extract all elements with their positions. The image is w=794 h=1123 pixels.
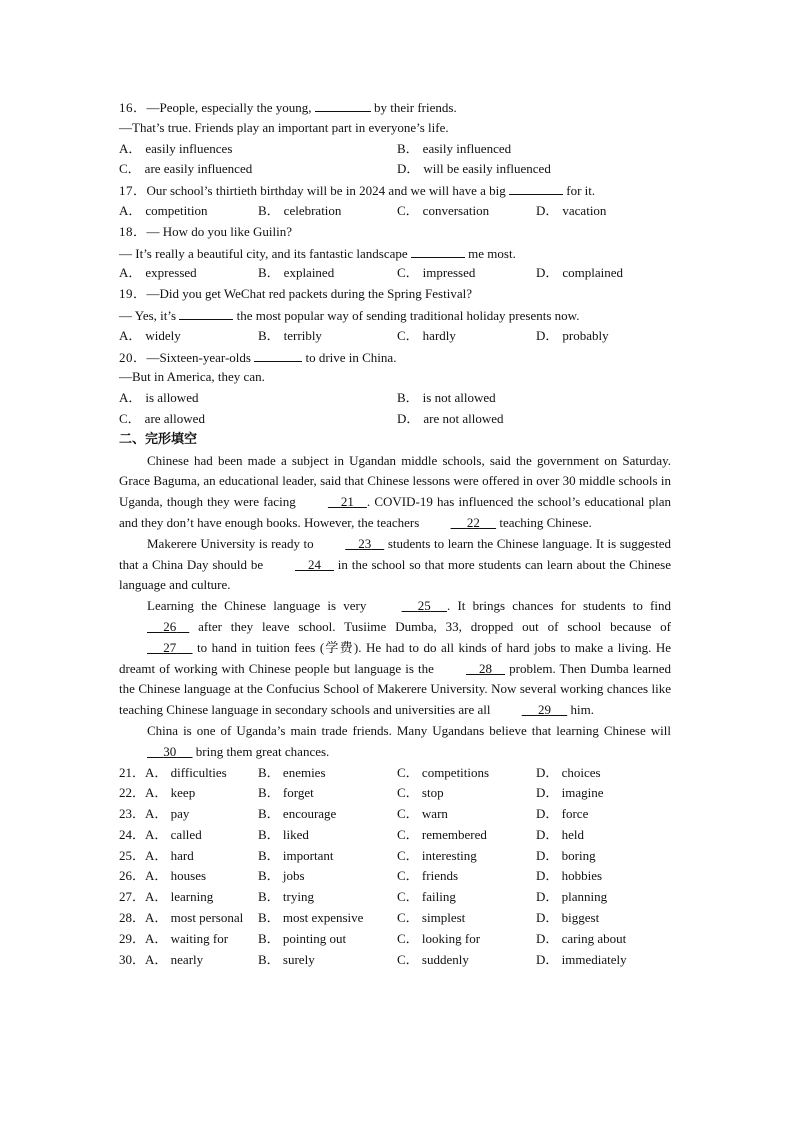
answer-blank bbox=[411, 243, 465, 258]
option-a[interactable]: A． expressed bbox=[119, 265, 197, 281]
option-b[interactable]: B． enemies bbox=[258, 764, 326, 780]
cloze-blank-23: 23 bbox=[358, 535, 372, 551]
cloze-blank-24: 24 bbox=[307, 556, 321, 572]
option-c[interactable]: C． competitions bbox=[397, 764, 490, 780]
answer-blank bbox=[315, 97, 371, 112]
option-a[interactable]: 24．A． called bbox=[119, 826, 202, 842]
answer-blank bbox=[254, 347, 302, 362]
cloze-blank-27: 27 bbox=[163, 639, 177, 655]
option-b[interactable]: B． liked bbox=[258, 826, 309, 842]
question-16-options-row2 bbox=[119, 159, 671, 180]
cloze-options-23 bbox=[119, 804, 671, 825]
option-a[interactable]: 21．A． difficulties bbox=[119, 764, 227, 780]
cloze-options-list bbox=[119, 763, 671, 971]
option-d[interactable]: D． choices bbox=[536, 764, 601, 780]
option-d[interactable]: D． biggest bbox=[536, 910, 600, 926]
exam-page bbox=[119, 97, 671, 970]
option-b[interactable]: B． trying bbox=[258, 889, 314, 905]
question-16-options-row1 bbox=[119, 139, 671, 160]
option-a[interactable]: A． easily influences bbox=[119, 140, 233, 156]
cloze-blank-28: 28 bbox=[479, 660, 493, 676]
option-d[interactable]: D． imagine bbox=[536, 785, 604, 801]
option-c[interactable]: C． interesting bbox=[397, 847, 477, 863]
option-a[interactable]: 26．A． houses bbox=[119, 868, 207, 884]
option-b[interactable]: B． is not allowed bbox=[397, 390, 496, 406]
option-d[interactable]: D． caring about bbox=[536, 930, 627, 946]
option-d[interactable]: D． force bbox=[536, 806, 589, 822]
question-17-stem: 17．Our school’s thirtieth birthday will be in 2024 and we will have a big for it. bbox=[119, 180, 671, 201]
question-18-reply: — It’s really a beautiful city, and its fantastic landscape me most. bbox=[119, 243, 671, 264]
cloze-options-26 bbox=[119, 866, 671, 887]
option-c[interactable]: C． are allowed bbox=[119, 410, 205, 426]
option-b[interactable]: B． celebration bbox=[258, 202, 342, 218]
option-d[interactable]: D． complained bbox=[536, 265, 624, 281]
option-b[interactable]: B． pointing out bbox=[258, 930, 347, 946]
option-b[interactable]: B． encourage bbox=[258, 806, 337, 822]
cloze-blank-22: 22 bbox=[466, 514, 480, 530]
question-19-stem: 19．—Did you get WeChat red packets during the Spring Festival? bbox=[119, 286, 472, 302]
option-b[interactable]: B． forget bbox=[258, 785, 314, 801]
cloze-options-24 bbox=[119, 825, 671, 846]
section-heading-cloze: 二、完形填空 bbox=[119, 431, 198, 447]
cloze-options-21 bbox=[119, 763, 671, 784]
option-c[interactable]: C． remembered bbox=[397, 826, 487, 842]
option-c[interactable]: C． warn bbox=[397, 806, 448, 822]
option-c[interactable]: C． are easily influenced bbox=[119, 161, 253, 177]
question-16-reply: —That’s true. Friends play an important part in everyone’s life. bbox=[119, 119, 449, 135]
option-d[interactable]: D． boring bbox=[536, 847, 596, 863]
cloze-blank-29: 29 bbox=[537, 702, 551, 718]
option-b[interactable]: B． terribly bbox=[258, 327, 322, 343]
question-19-reply: — Yes, it’s the most popular way of sending traditional holiday presents now. bbox=[119, 305, 671, 326]
question-20-reply: —But in America, they can. bbox=[119, 369, 265, 385]
cloze-paragraph-2: Makerere University is ready to 23 students to learn the Chinese language. It is suggested that a China Day should be 24 in the school so that more students can learn about the Chinese language and culture. bbox=[119, 535, 671, 593]
option-b[interactable]: B． explained bbox=[258, 265, 335, 281]
option-c[interactable]: C． suddenly bbox=[397, 951, 469, 967]
option-c[interactable]: C． looking for bbox=[397, 930, 481, 946]
option-a[interactable]: A． is allowed bbox=[119, 390, 199, 406]
question-17-options bbox=[119, 201, 671, 222]
option-d[interactable]: D． vacation bbox=[536, 202, 607, 218]
option-d[interactable]: D． immediately bbox=[536, 951, 627, 967]
option-c[interactable]: C． conversation bbox=[397, 202, 490, 218]
answer-blank bbox=[509, 180, 563, 195]
cloze-paragraph-3: Learning the Chinese language is very 25 . It brings chances for students to find 26 after they leave school. Tusiime Dumba, 33, dropped out of school because of 27 to hand in tuition fees (学费). He had to do all kinds of hard jobs to make a living. He dreamt of working with Chinese people but language is the 28 problem. Then Dumba learned the Chinese language at the Confucius School of Makerere University. Now several working chances like teaching Chinese language in secondary schools and universities are all 29 him. bbox=[119, 596, 671, 721]
option-c[interactable]: C． simplest bbox=[397, 910, 466, 926]
option-a[interactable]: 27．A． learning bbox=[119, 889, 214, 905]
option-a[interactable]: 25．A． hard bbox=[119, 847, 194, 863]
option-b[interactable]: B． easily influenced bbox=[397, 140, 512, 156]
cloze-blank-30: 30 bbox=[163, 743, 177, 759]
cloze-options-27 bbox=[119, 887, 671, 908]
option-c[interactable]: C． friends bbox=[397, 868, 459, 884]
option-c[interactable]: C． stop bbox=[397, 785, 444, 801]
question-18-stem: 18．— How do you like Guilin? bbox=[119, 223, 293, 239]
cloze-blank-25: 25 bbox=[417, 598, 431, 614]
option-b[interactable]: B． important bbox=[258, 847, 334, 863]
question-20-options-row1 bbox=[119, 388, 671, 409]
question-18-options bbox=[119, 263, 671, 284]
option-a[interactable]: 29．A． waiting for bbox=[119, 930, 229, 946]
option-d[interactable]: D． will be easily influenced bbox=[397, 161, 551, 177]
option-c[interactable]: C． hardly bbox=[397, 327, 456, 343]
option-a[interactable]: 23．A． pay bbox=[119, 806, 190, 822]
option-c[interactable]: C． failing bbox=[397, 889, 456, 905]
option-a[interactable]: A． widely bbox=[119, 327, 181, 343]
question-20-stem: 20．—Sixteen-year-olds to drive in China. bbox=[119, 347, 671, 368]
question-20-options-row2 bbox=[119, 409, 671, 430]
option-b[interactable]: B． jobs bbox=[258, 868, 305, 884]
cloze-paragraph-1: Chinese had been made a subject in Ugandan middle schools, said the government on Saturday. Grace Baguma, an educational leader, said that Chinese lessons were offered in over 30 middle schools in Uganda, though they were facing 21 . COVID-19 has influenced the school’s educational plan and they don’t have enough books. However, the teachers 22 teaching Chinese. bbox=[119, 451, 671, 534]
option-c[interactable]: C． impressed bbox=[397, 265, 476, 281]
cloze-options-29 bbox=[119, 929, 671, 950]
option-d[interactable]: D． hobbies bbox=[536, 868, 603, 884]
answer-blank bbox=[179, 305, 233, 320]
option-d[interactable]: D． planning bbox=[536, 889, 608, 905]
cloze-blank-21: 21 bbox=[340, 494, 354, 510]
cloze-paragraph-4: China is one of Uganda’s main trade friends. Many Ugandans believe that learning Chinese will 30 bring them great chances. bbox=[119, 721, 671, 763]
option-a[interactable]: 22．A． keep bbox=[119, 785, 196, 801]
option-d[interactable]: D． held bbox=[536, 826, 585, 842]
question-19-options bbox=[119, 326, 671, 347]
option-a[interactable]: 30．A． nearly bbox=[119, 951, 204, 967]
cloze-options-30 bbox=[119, 950, 671, 971]
option-d[interactable]: D． are not allowed bbox=[397, 410, 504, 426]
cloze-options-28 bbox=[119, 908, 671, 929]
option-b[interactable]: B． most expensive bbox=[258, 910, 364, 926]
cloze-options-25 bbox=[119, 846, 671, 867]
option-b[interactable]: B． surely bbox=[258, 951, 315, 967]
option-a[interactable]: A． competition bbox=[119, 202, 208, 218]
option-d[interactable]: D． probably bbox=[536, 327, 609, 343]
question-16-stem: 16．—People, especially the young, by their friends. bbox=[119, 97, 671, 118]
cloze-options-22 bbox=[119, 783, 671, 804]
option-a[interactable]: 28．A． most personal bbox=[119, 910, 244, 926]
cloze-blank-26: 26 bbox=[163, 618, 177, 634]
